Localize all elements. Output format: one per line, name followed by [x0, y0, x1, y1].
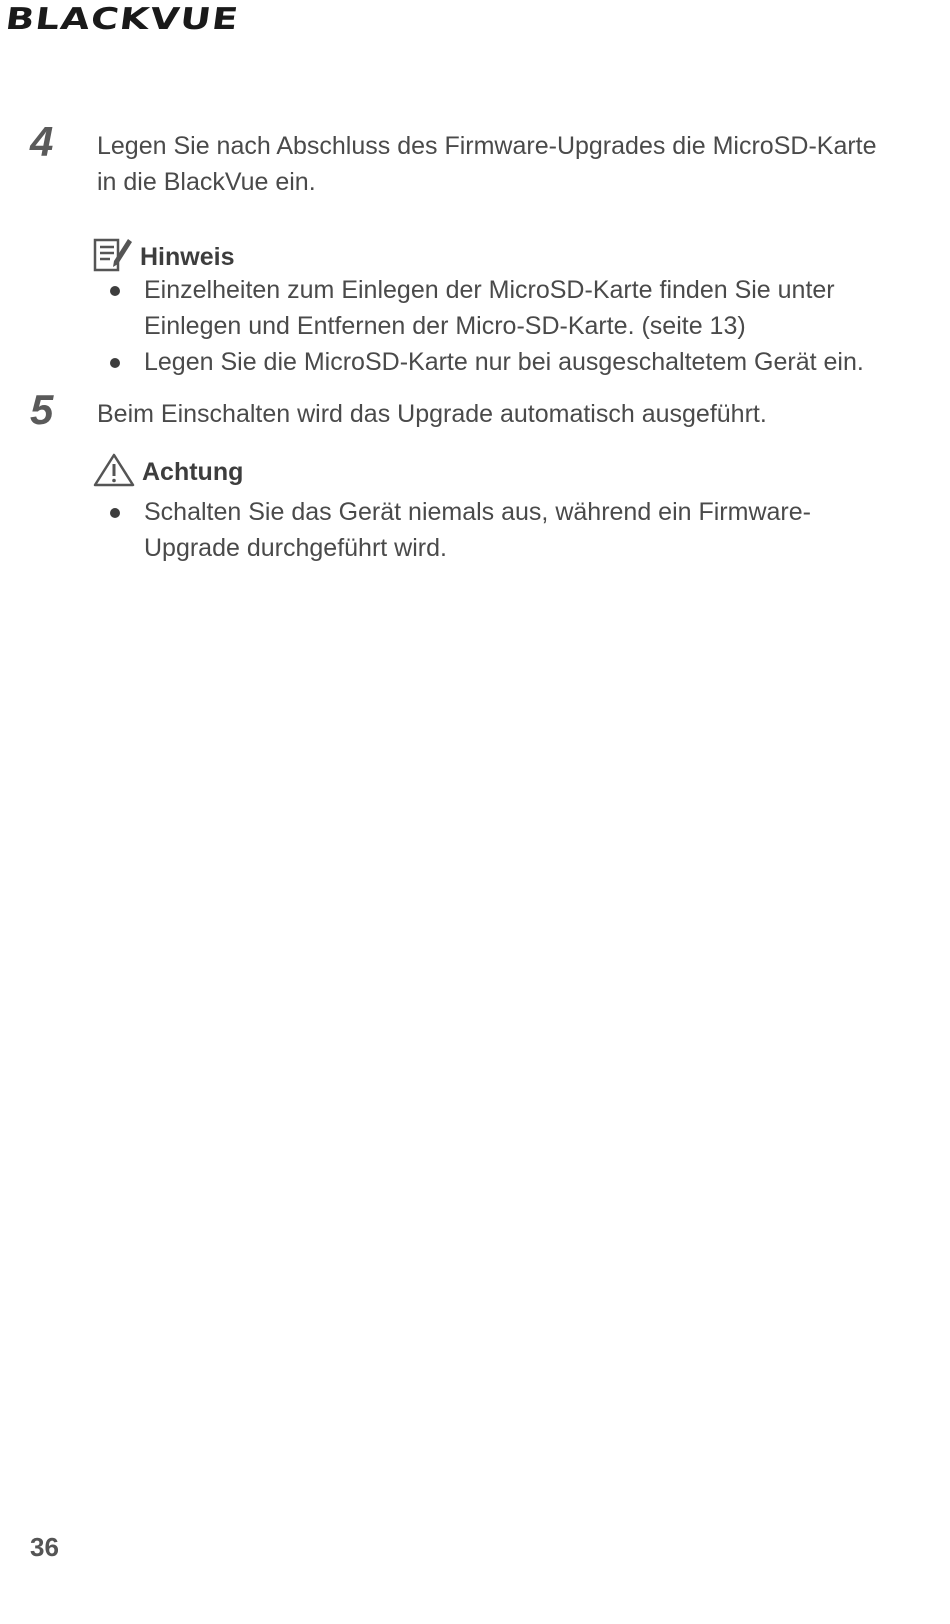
caution-item-text: Schalten Sie das Gerät niemals aus, während ein Firmware-Upgrade durchgeführt wird.: [144, 498, 811, 562]
step-number: 5: [30, 386, 54, 433]
brand-logo: BLACKVUE: [3, 2, 242, 37]
caution-header: [92, 452, 243, 493]
step-text: Beim Einschalten wird das Upgrade automatisch ausgeführt.: [97, 400, 767, 428]
step-text: Legen Sie nach Abschluss des Firmware-Upgrades die MicroSD-Karte in die BlackVue ein.: [97, 132, 877, 196]
bullet-icon: [110, 508, 120, 518]
warning-triangle-icon: [92, 452, 136, 493]
page-number: 36: [30, 1532, 59, 1562]
list-item: [108, 344, 888, 380]
note-list: [108, 272, 888, 380]
step-number: 4: [30, 118, 54, 165]
list-item: [108, 272, 888, 344]
bullet-icon: [110, 358, 120, 368]
list-item: [108, 494, 888, 566]
note-label: Hinweis: [140, 243, 235, 271]
caution-label: Achtung: [142, 458, 244, 486]
bullet-icon: [110, 286, 120, 296]
caution-list: [108, 494, 888, 566]
note-item-text: Legen Sie die MicroSD-Karte nur bei ausgeschaltetem Gerät ein.: [144, 348, 864, 376]
note-item-text: Einzelheiten zum Einlegen der MicroSD-Karte finden Sie unter Einlegen und Entfernen der Micro-SD-Karte. (seite 13): [144, 276, 835, 340]
